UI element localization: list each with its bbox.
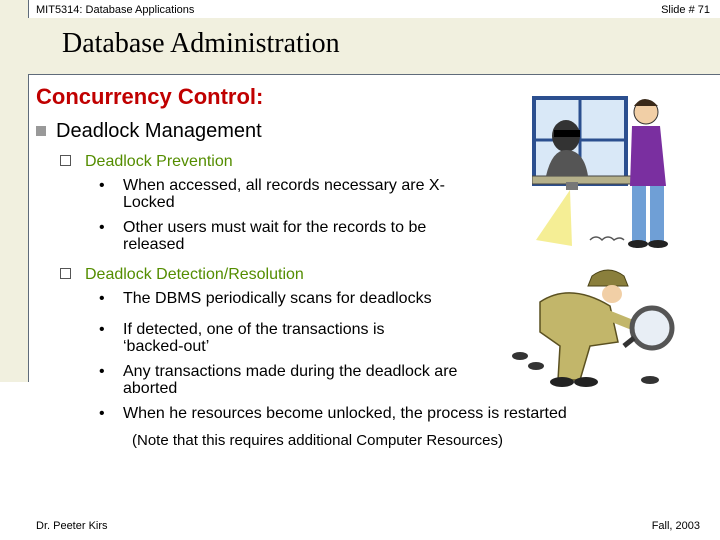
footprint-icon <box>641 376 659 384</box>
bullet-dot-icon: • <box>99 219 105 236</box>
bullet-text: The DBMS periodically scans for deadlocks <box>123 290 432 307</box>
checkbox-bullet-icon <box>60 268 71 279</box>
detective-hat <box>588 270 628 286</box>
flashlight-icon <box>566 182 578 190</box>
detective-clipart <box>500 262 680 402</box>
footprint-icon <box>512 352 528 360</box>
man-shirt <box>630 126 666 186</box>
bullet-text: Any transactions made during the deadlock are aborted <box>123 363 458 397</box>
main-point-text: Deadlock Management <box>56 120 262 142</box>
left-accent-bar <box>0 0 29 382</box>
scattered-papers <box>590 237 624 240</box>
burglar-clipart <box>532 90 682 250</box>
square-bullet-icon <box>36 126 46 136</box>
detective-coat <box>540 293 618 380</box>
man-shoe-left <box>628 240 648 248</box>
slide-number: Slide # 71 <box>661 4 710 16</box>
detection-heading <box>60 266 304 284</box>
prevention-heading-text: Deadlock Prevention <box>85 153 233 170</box>
bullet-text: When he resources become unlocked, the process is restarted <box>123 405 567 422</box>
detective-face <box>602 285 622 303</box>
bullet-dot-icon: • <box>99 321 105 338</box>
bullet-text: If detected, one of the transactions is ‘backed-out’ <box>123 321 385 355</box>
man-shoe-right <box>648 240 668 248</box>
term-footer: Fall, 2003 <box>651 520 700 532</box>
man-leg-right <box>650 186 664 242</box>
bullet-dot-icon: • <box>99 363 105 380</box>
detective-shoe <box>550 377 574 387</box>
magnifying-glass-icon <box>632 308 672 348</box>
footprint-icon <box>528 362 544 370</box>
resource-note: (Note that this requires additional Computer Resources) <box>132 432 504 449</box>
bullet-dot-icon: • <box>99 405 105 422</box>
bullet-text: Other users must wait for the records to be released <box>123 219 427 253</box>
magnifier-handle <box>624 338 634 346</box>
main-point <box>36 120 262 143</box>
man-leg-left <box>632 186 646 242</box>
prevention-heading <box>60 153 233 171</box>
bullet-dot-icon: • <box>99 177 105 194</box>
author-footer: Dr. Peeter Kirs <box>36 520 108 532</box>
detective-shoe <box>574 377 598 387</box>
man-hair <box>634 99 658 106</box>
slide-subtitle: Concurrency Control: <box>36 84 264 109</box>
bullet-dot-icon: • <box>99 290 105 307</box>
detection-heading-text: Deadlock Detection/Resolution <box>85 266 304 283</box>
course-header: MIT5314: Database Applications <box>36 4 195 16</box>
bullet-text: When accessed, all records necessary are X-Locked <box>123 177 445 211</box>
burglar-mask <box>554 130 580 137</box>
slide-title: Database Administration <box>62 28 340 59</box>
checkbox-bullet-icon <box>60 155 71 166</box>
flashlight-beam <box>536 190 572 246</box>
title-divider <box>28 74 720 75</box>
